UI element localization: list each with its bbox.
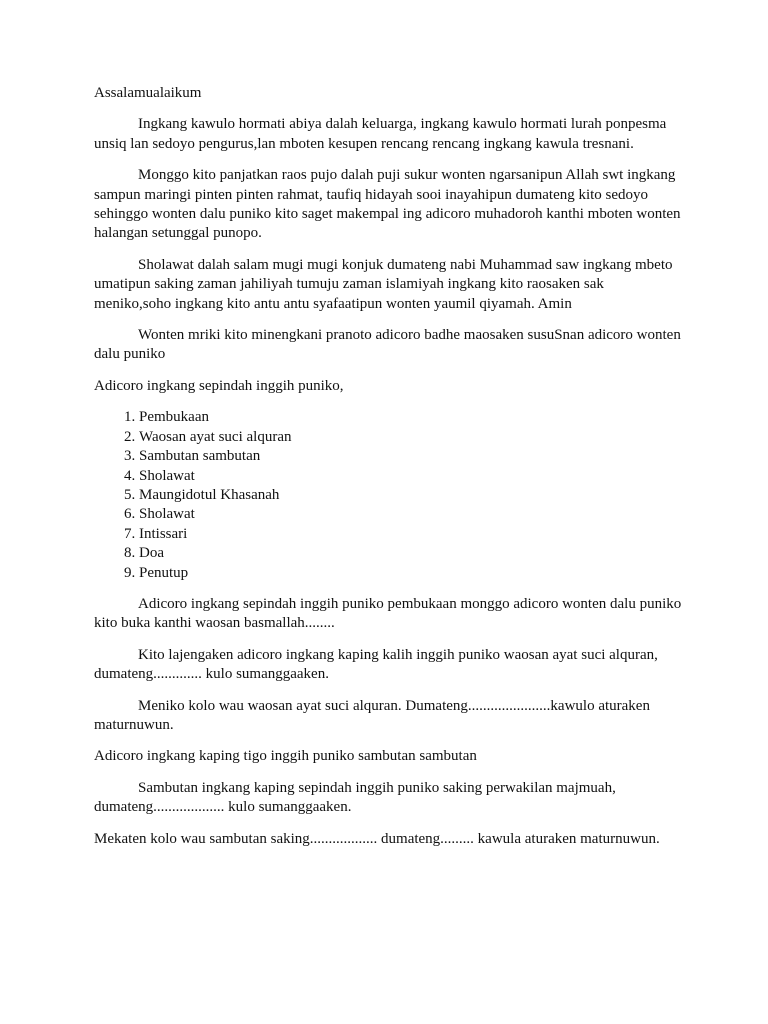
paragraph-sambutan-first: Sambutan ingkang kaping sepindah inggih puniko saking perwakilan majmuah, dumateng................... kulo sumanggaaken. [94, 779, 616, 816]
paragraph-program-intro: Wonten mriki kito minengkani pranoto adicoro badhe maosaken susuSnan adicoro wonten dalu puniko [94, 327, 681, 363]
greeting: Assalamualaikum [94, 85, 202, 101]
agenda-list [94, 408, 684, 583]
document-body [94, 84, 684, 861]
agenda-item: 7. Intissari [139, 525, 684, 544]
paragraph-respect: Ingkang kawulo hormati abiya dalah keluarga, ingkang kawulo hormati lurah ponpesma unsiq lan sedoyo pengurus,lan mboten kesupen rencang rencang ingkang kawula tresnani. [94, 116, 667, 152]
paragraph-quran-close: Meniko kolo wau waosan ayat suci alquran. Dumateng......................kawulo aturaken maturnuwun. [94, 697, 650, 733]
agenda-item: 1. Pembukaan [139, 408, 684, 427]
agenda-item: 9. Penutup [139, 564, 684, 583]
paragraph-gratitude: Monggo kito panjatkan raos pujo dalah puji sukur wonten ngarsanipun Allah swt ingkang sampun maringi pinten pinten rahmat, taufiq hidayah sooi inayahipun dumateng kito sedoyo sehinggo wonten dalu puniko kito saget makempal ing adicoro muhadoroh kanthi mboten wonten halangan setunggal punopo. [94, 167, 681, 242]
agenda-item: 5. Maungidotul Khasanah [139, 486, 684, 505]
paragraph-opening: Adicoro ingkang sepindah inggih puniko pembukaan monggo adicoro wonten dalu puniko kito buka kanthi waosan basmallah........ [94, 595, 682, 632]
paragraph-sambutan-intro: Adicoro ingkang kaping tigo inggih puniko sambutan sambutan [94, 748, 477, 765]
agenda-item: 2. Waosan ayat suci alquran [139, 428, 684, 447]
paragraph-sambutan-close: Mekaten kolo wau sambutan saking.................. dumateng......... kawula aturaken maturnuwun. [94, 830, 660, 847]
agenda-item: 3. Sambutan sambutan [139, 447, 684, 466]
agenda-item: 8. Doa [139, 544, 684, 563]
list-intro: Adicoro ingkang sepindah inggih puniko, [94, 377, 344, 394]
agenda-item: 4. Sholawat [139, 467, 684, 486]
paragraph-quran-invite: Kito lajengaken adicoro ingkang kaping kalih inggih puniko waosan ayat suci alquran, dumateng............. kulo sumanggaaken. [94, 646, 658, 683]
paragraph-sholawat: Sholawat dalah salam mugi mugi konjuk dumateng nabi Muhammad saw ingkang mbeto umatipun saking zaman jahiliyah tumuju zaman islamiyah ingkang kito raosaken sak meniko,soho ingkang kito antu antu syafaatipun wonten yaumil qiyamah. Amin [94, 256, 673, 312]
agenda-item: 6. Sholawat [139, 505, 684, 524]
